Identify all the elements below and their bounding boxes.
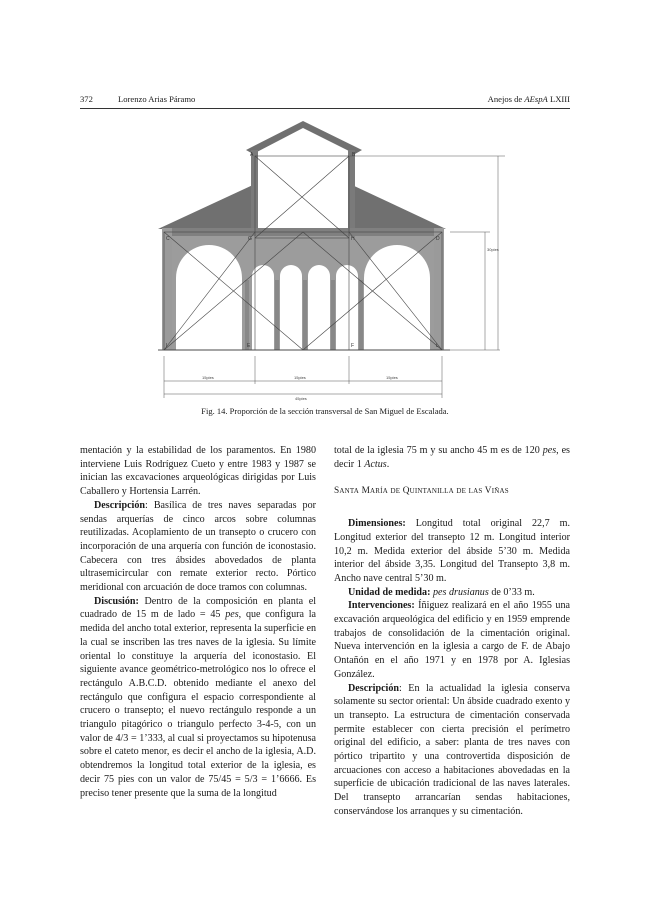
section-drawing xyxy=(150,116,522,406)
left-roof xyxy=(158,184,255,229)
dim-label-width-15-center: 15pies xyxy=(294,375,306,380)
section-heading: Santa María de Quintanilla de las Viñas xyxy=(334,486,509,497)
paragraph-continuation: total de la iglesia 75 m y su ancho 45 m es de 120 pes, es decir 1 Actus. xyxy=(334,445,570,470)
figure-caption: Fig. 14. Proporción de la sección transversal de San Miguel de Escalada. xyxy=(201,406,449,416)
right-roof xyxy=(350,184,446,229)
paragraph-discusion: Discusión: Dentro de la composición en planta el cuadrado de 15 m de lado = 45 pes, que configura la medida del ancho total exterior, representa la superficie en la cual se inscriben las tres naves de la iglesia. Su límite oriental lo constituye la arquería del iconostasio. El siguiente avance geométrico-metrológico nos lo ofrece el rectángulo A.B.C.D. obtenido mediante el anexo del rectángulo que configura el espacio correspondiente al crucero o transepto; el nuevo rectángulo responde a un triangulo pitagórico o triangulo perfecto 3-4-5, con un valor de 4/3 = 1’333, al cual si proyectamos su hipotenusa sobre el cateto menor, es decir el ancho de la iglesia, A.D. obtendremos la longitud total exterior de la iglesia, es decir 75 pies con un valor de 75/45 = 5/3 = 1’6666. Es preciso tener presente que la suma de la longitud xyxy=(80,595,316,799)
dim-label-width-45: 45pies xyxy=(295,396,307,401)
central-roof xyxy=(246,121,362,154)
dim-label-height-30: 30pies xyxy=(487,247,499,252)
paragraph-unidad: Unidad de medida: pes drusianus de 0’33 m. xyxy=(348,586,535,598)
point-label-g: G xyxy=(248,236,252,242)
paragraph-intervenciones: Intervenciones: Íñiguez realizará en el año 1955 una excavación arqueológica del edificio y en 1959 emprende trabajos de consolidación de la cimentación original. Nueva intervención en la iglesia a cargo de F. de Abajo Ontañón en el año 1971 y en 1978 por A. Iglesias González. xyxy=(334,600,570,680)
paragraph-dimensiones: Dimensiones: Longitud total original 22,7 m. Longitud exterior del transepto 12 m. Longitud interior 10,2 m. Medida exterior del ábside 5’30 m. Medida interior del ábside 3,35. Longitud del Transepto 3,8 m. Ancho nave central 5’30 m. xyxy=(334,518,570,584)
dim-label-width-15-left: 15pies xyxy=(202,375,214,380)
left-column xyxy=(80,444,316,800)
left-outer-wall xyxy=(162,228,172,350)
point-label-a: A xyxy=(250,152,254,158)
running-header xyxy=(80,94,570,109)
point-label-h: H xyxy=(351,236,355,242)
point-label-e: E xyxy=(247,343,251,349)
right-outer-wall xyxy=(434,228,444,350)
point-label-i: I xyxy=(166,343,168,349)
point-label-l: L xyxy=(436,343,439,349)
point-label-b: B xyxy=(352,152,356,158)
clerestory-left-wall xyxy=(251,150,258,230)
running-series: Anejos de AEspA LXIII xyxy=(487,94,570,104)
right-column xyxy=(334,444,570,819)
point-label-d: D xyxy=(436,236,440,242)
point-label-f: F xyxy=(351,343,355,349)
paragraph-continuation: mentación y la estabilidad de los paramentos. En 1980 interviene Luis Rodríguez Cueto y entre 1983 y 1987 se inician las excavaciones arqueológicas dirigidas por Luis Caballero y Hortensia Larrén. xyxy=(80,445,316,498)
page-number: 372 xyxy=(80,94,93,104)
running-author: Lorenzo Arias Páramo xyxy=(118,94,196,104)
dim-label-width-15-right: 15pies xyxy=(386,375,398,380)
paragraph-descripcion: Descripción: En la actualidad la iglesia conserva solamente su sector oriental: Un ábside cuadrado exento y un transepto. La estructura de cimentación conservada permite establecer con cierta precisión el perímetro original del edificio, a saber: planta de tres naves con pórtico tripartito y una controvertida disposición de arcuaciones con acceso a habitaciones abovedadas en la superficie de ubicación tradicional de las naves laterales. Del transepto arrancarían sendas habitaciones, conservándose los arranques y su cimentación. xyxy=(334,682,570,817)
paragraph-descripcion: Descripción: Basílica de tres naves separadas por sendas arquerías de cinco arcos sobre columnas reutilizadas. Acoplamiento de un transepto o crucero con incorporación de una arquería con función de iconostasio. Cabecera con tres ábsides abovedados de planta ultrasemicircular con remate exterior recto. Pórtico meridional con arcuación de doce tramos con columnas. xyxy=(80,499,316,594)
point-label-c: C xyxy=(166,236,170,242)
column-shafts xyxy=(245,280,363,350)
